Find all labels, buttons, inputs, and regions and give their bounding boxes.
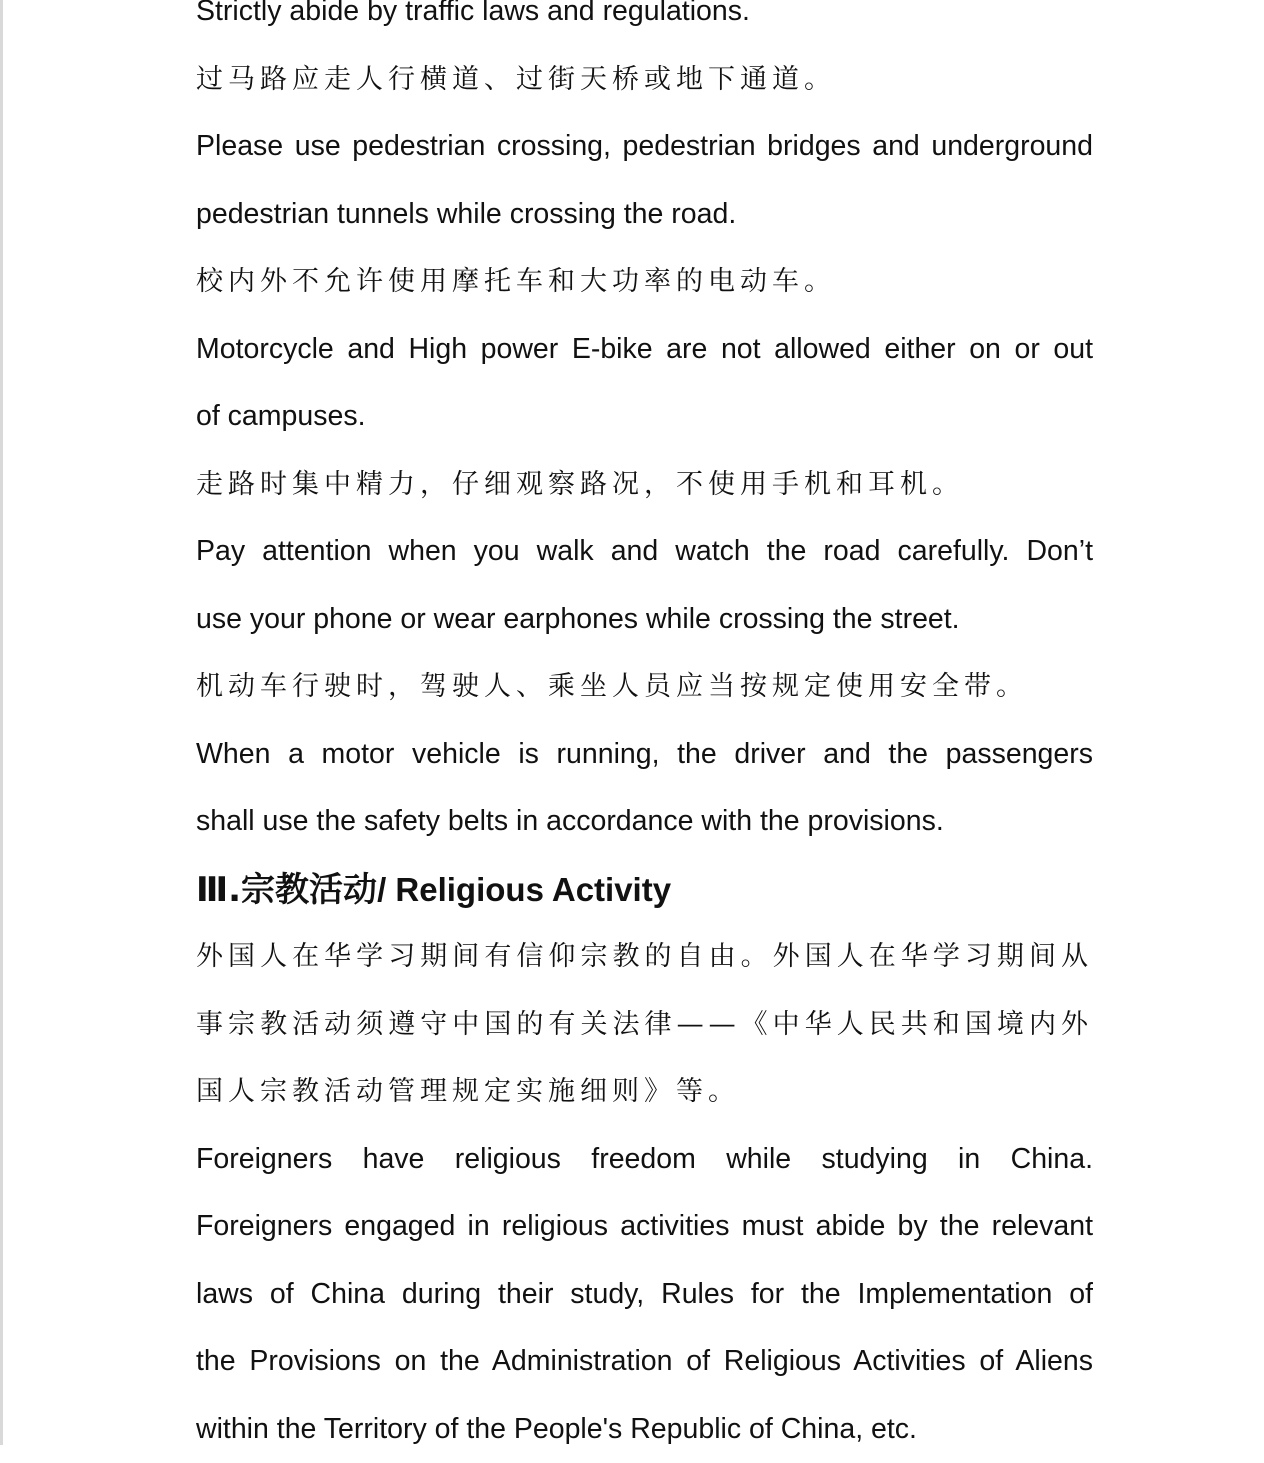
text-line: 事宗教活动须遵守中国的有关法律——《中华人民共和国境内外 [196, 991, 1093, 1059]
religious-activity-section [196, 923, 1093, 1463]
text-line: 外国人在华学习期间有信仰宗教的自由。外国人在华学习期间从 [196, 923, 1093, 991]
text-line: Foreigners engaged in religious activities must abide by the relevant [196, 1193, 1093, 1261]
text-line: of campuses. [196, 383, 1093, 451]
text-line: pedestrian tunnels while crossing the road. [196, 181, 1093, 249]
text-line: 国人宗教活动管理规定实施细则》等。 [196, 1058, 1093, 1126]
text-line: the Provisions on the Administration of Religious Activities of Aliens [196, 1328, 1093, 1396]
text-line: use your phone or wear earphones while crossing the street. [196, 586, 1093, 654]
heading-chinese: Ⅲ.宗教活动 [196, 870, 377, 910]
text-line: Please use pedestrian crossing, pedestrian bridges and underground [196, 113, 1093, 181]
text-line: 机动车行驶时，驾驶人、乘坐人员应当按规定使用安全带。 [196, 653, 1093, 721]
text-line: Pay attention when you walk and watch the road carefully. Don’t [196, 518, 1093, 586]
text-line: 走路时集中精力，仔细观察路况，不使用手机和耳机。 [196, 451, 1093, 519]
text-line: 过马路应走人行横道、过街天桥或地下通道。 [196, 46, 1093, 114]
text-line: within the Territory of the People's Republic of China, etc. [196, 1396, 1093, 1463]
heading-english: / Religious Activity [377, 871, 671, 908]
text-line: Strictly abide by traffic laws and regulations. [196, 0, 1093, 46]
text-line: Foreigners have religious freedom while studying in China. [196, 1126, 1093, 1194]
section-heading-religious-activity [196, 856, 1093, 924]
page-edge [0, 0, 3, 1445]
document-page [196, 0, 1093, 1463]
text-line: 校内外不允许使用摩托车和大功率的电动车。 [196, 248, 1093, 316]
text-line: shall use the safety belts in accordance with the provisions. [196, 788, 1093, 856]
traffic-rules-section [196, 0, 1093, 856]
text-line: When a motor vehicle is running, the driver and the passengers [196, 721, 1093, 789]
text-line: laws of China during their study, Rules for the Implementation of [196, 1261, 1093, 1329]
text-line: Motorcycle and High power E-bike are not allowed either on or out [196, 316, 1093, 384]
